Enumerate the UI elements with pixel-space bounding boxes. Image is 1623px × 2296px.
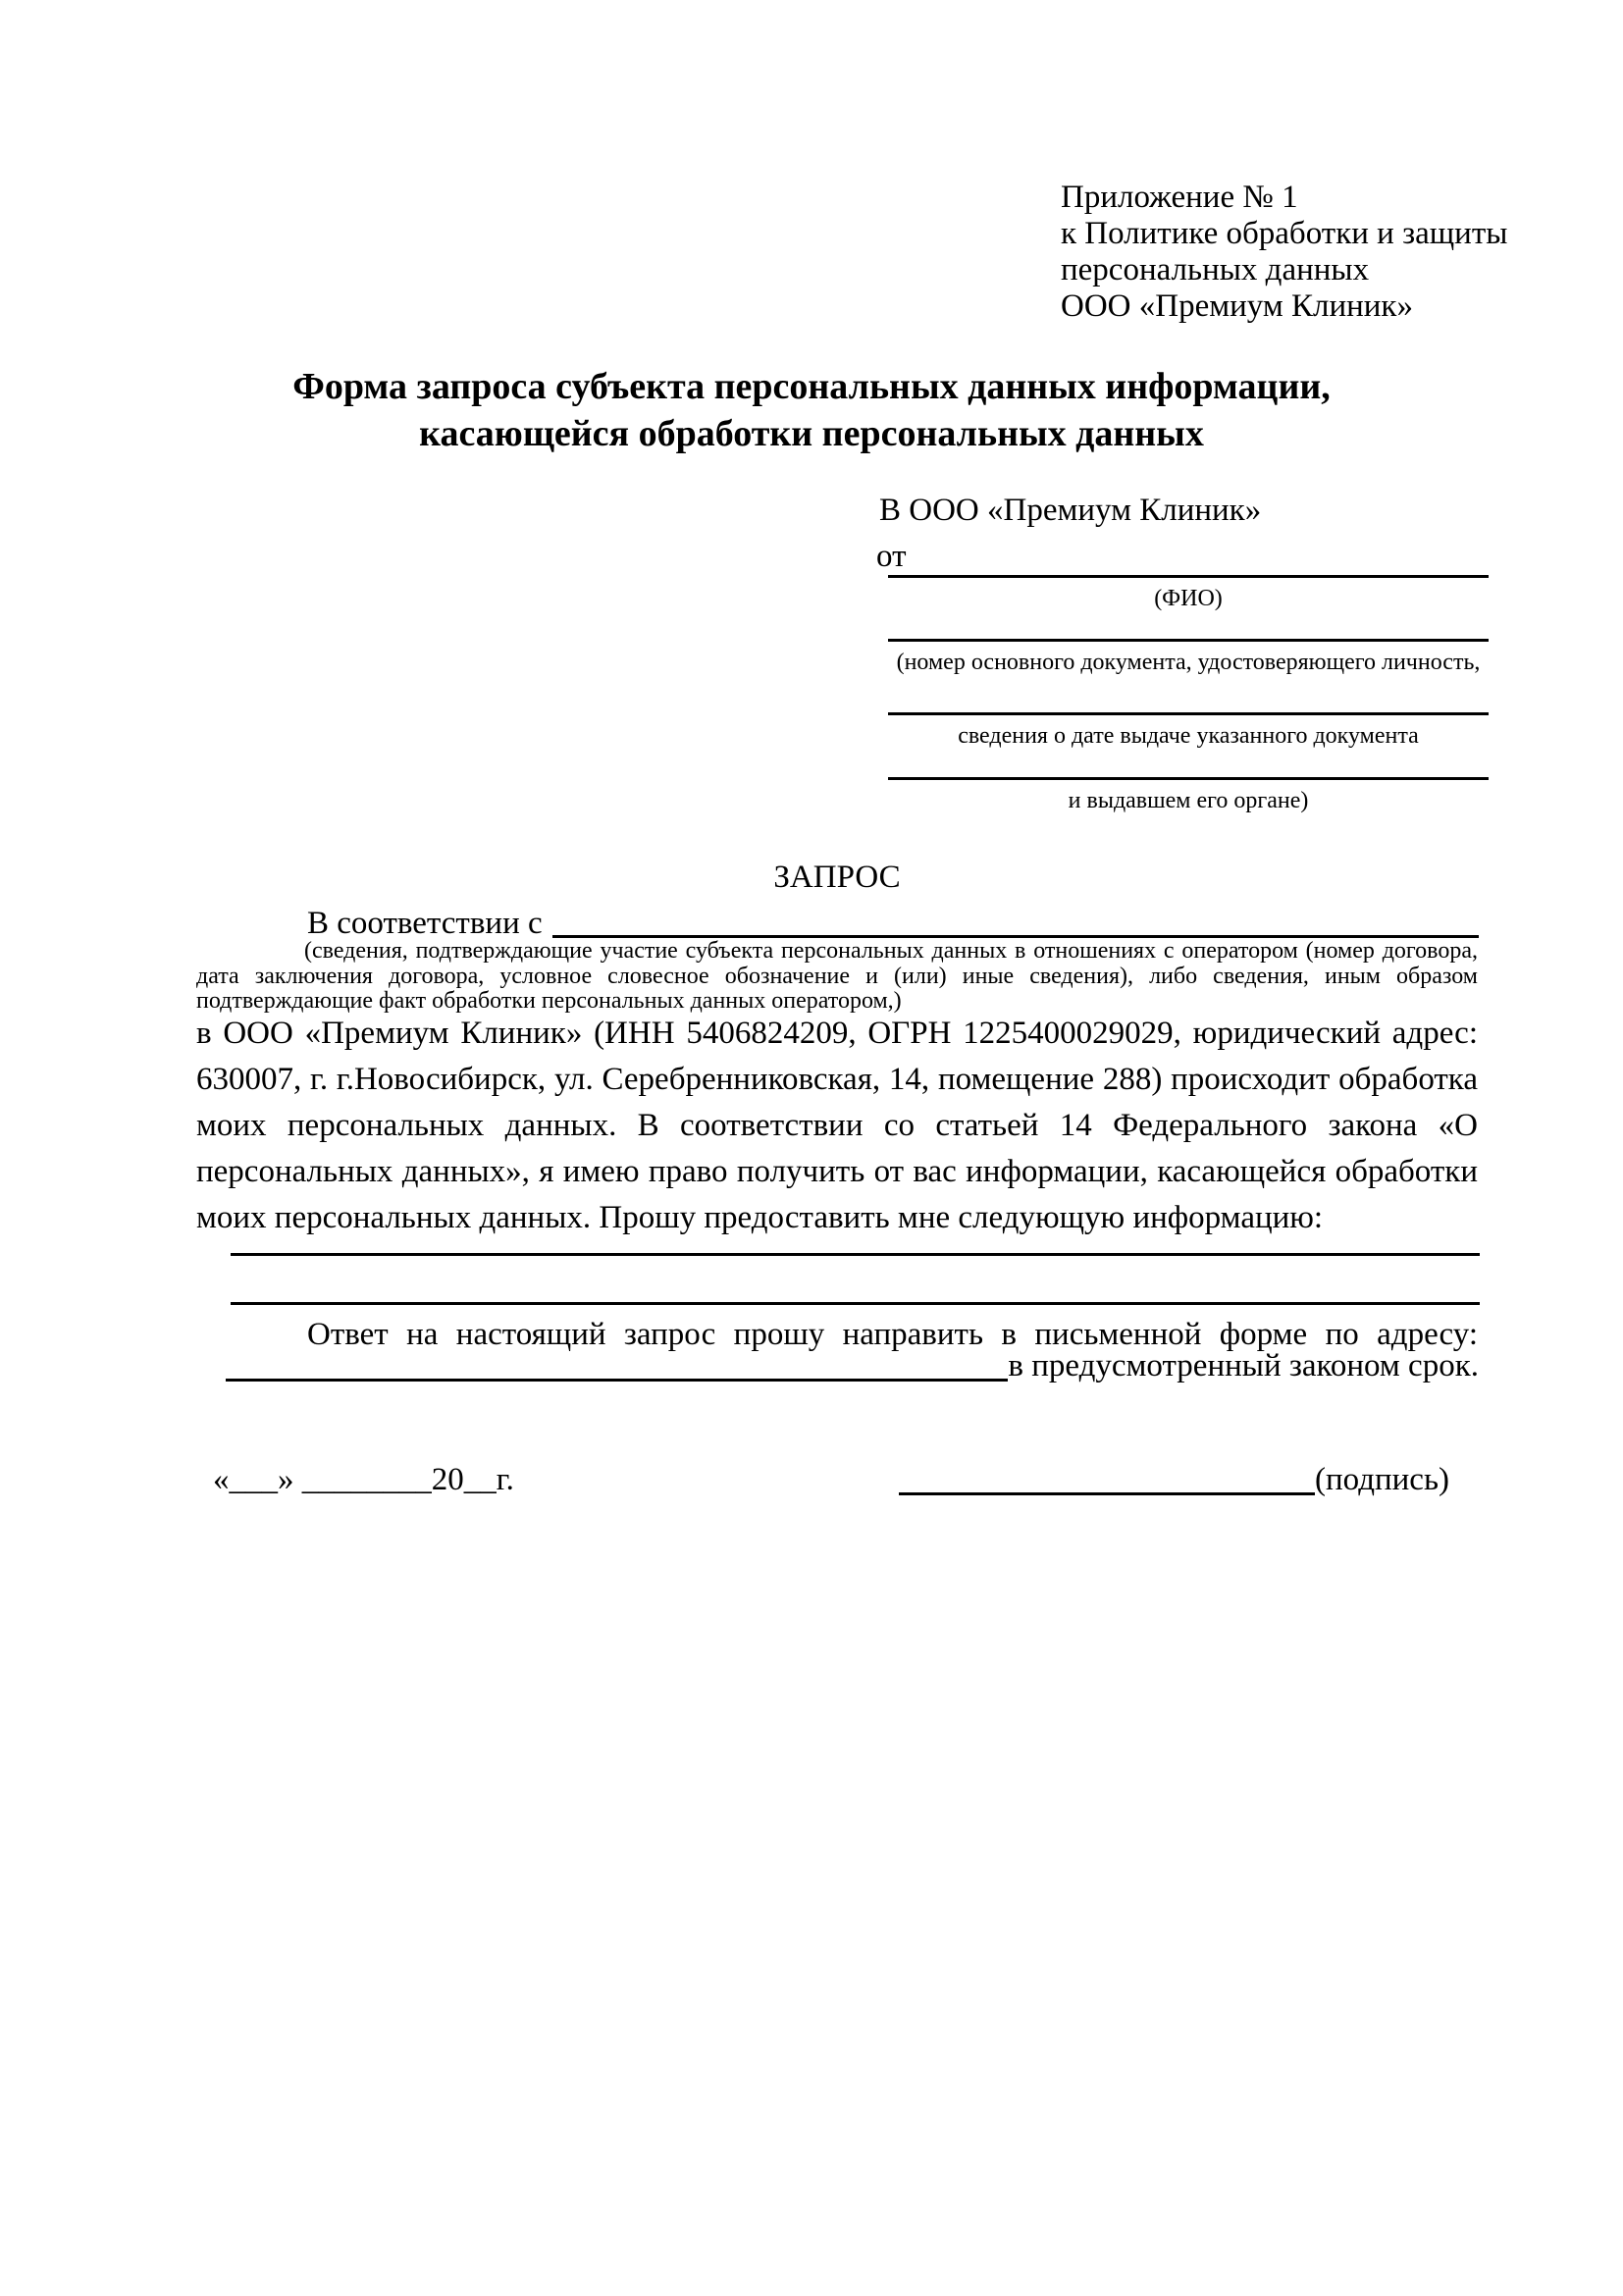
issuing-authority-caption: и выдавшем его органе) [1068, 788, 1309, 813]
reply-deadline-text: в предусмотренный законом срок. [1008, 1348, 1479, 1383]
from-label: от [876, 539, 907, 574]
request-heading: ЗАПРОС [773, 860, 901, 895]
signature-block [899, 1460, 1449, 1499]
document-title [0, 363, 1623, 457]
appendix-header-line-1: Приложение № 1 [1061, 180, 1298, 215]
intro-footnote: (сведения, подтверждающие участие субъекта персональных данных в отношениях с оператором (номер договора, дата заключения договора, условное словесное обозначение и (или) иные сведения), либо сведения, иным образом подтверждающие факт обработки персональных данных оператором,) [196, 938, 1478, 1014]
document-number-caption: (номер основного документа, удостоверяющего личность, [896, 650, 1481, 675]
reply-address-sentence: Ответ на настоящий запрос прошу направить в письменной форме по адресу: [307, 1317, 1478, 1352]
signature-blank-line [899, 1460, 1315, 1495]
document-number-blank-line [888, 639, 1489, 642]
reply-address-blank-line [226, 1346, 1008, 1382]
issuing-authority-blank-line [888, 777, 1489, 780]
intro-line [307, 905, 1479, 942]
document-title-line-1: Форма запроса субъекта персональных данных информации, [292, 366, 1331, 407]
request-body-paragraph: в ООО «Премиум Клиник» (ИНН 5406824209, ОГРН 1225400029029, юридический адрес: 630007, г. г.Новосибирск, ул. Серебренниковская, 14, помещение 288) происходит обработка моих персональных данных. В соответствии со статьей 14 Федерального закона «О персональных данных», я имею право получить от вас информации, касающейся обработки моих персональных данных. Прошу предоставить мне следующую информацию: [196, 1016, 1478, 1235]
appendix-header [1061, 180, 1507, 325]
intro-prefix: В соответствии с [307, 906, 543, 941]
document-title-line-2: касающейся обработки персональных данных [419, 413, 1204, 454]
fio-blank-line [888, 575, 1489, 578]
requested-info-blank-line-2 [231, 1302, 1480, 1305]
requested-info-blank-line-1 [231, 1253, 1480, 1256]
intro-blank-line [552, 905, 1479, 938]
reply-address-line [226, 1346, 1479, 1385]
date-blank-line: «___» ________20__г. [213, 1462, 514, 1497]
signature-caption: (подпись) [1315, 1462, 1449, 1497]
issue-date-blank-line [888, 712, 1489, 715]
addressee-organization: В ООО «Премиум Клиник» [879, 493, 1262, 528]
fio-caption: (ФИО) [1154, 586, 1223, 611]
appendix-header-line-2: к Политике обработки и защиты [1061, 216, 1508, 251]
issue-date-caption: сведения о дате выдаче указанного документа [958, 723, 1419, 749]
appendix-header-line-3: персональных данных [1061, 252, 1370, 287]
appendix-header-line-4: ООО «Премиум Клиник» [1061, 288, 1413, 324]
